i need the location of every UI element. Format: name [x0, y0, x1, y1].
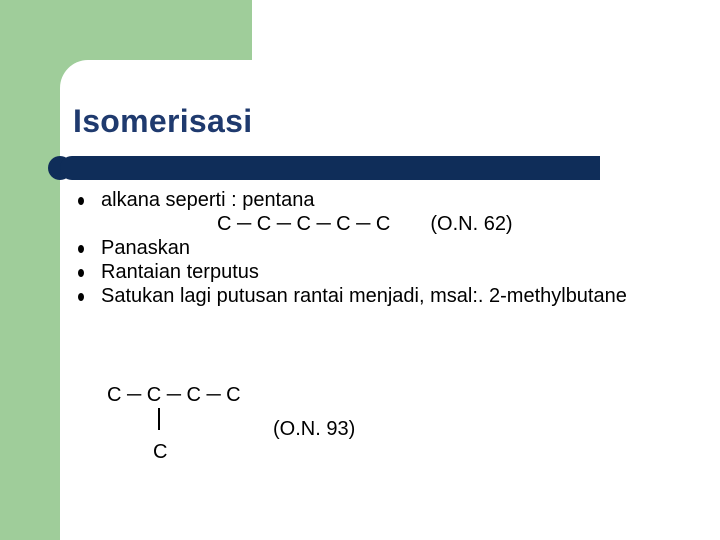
- bullet-text: Satukan lagi putusan rantai menjadi, msal:. 2-methylbutane: [101, 285, 627, 307]
- octane-number-note: (O.N. 93): [273, 418, 356, 440]
- bullet-item-pentana: [74, 188, 634, 236]
- bullet-text: Panaskan: [101, 237, 190, 259]
- bullet-dot-icon: [78, 245, 84, 253]
- bullet-item-rantaian: [74, 260, 634, 284]
- branch-carbon: C: [153, 441, 168, 463]
- slide-title: Isomerisasi: [73, 103, 253, 139]
- bullet-dot-icon: [78, 293, 84, 301]
- pentane-formula: [101, 212, 634, 236]
- green-band-left: [0, 0, 60, 540]
- formula-chain: C ─ C ─ C ─ C ─ C: [217, 213, 391, 235]
- bullet-item-panaskan: [74, 236, 634, 260]
- bullet-dot-icon: [78, 197, 84, 205]
- bullet-item-satukan: [74, 284, 634, 308]
- title-rule: [60, 156, 600, 180]
- main-chain: C ─ C ─ C ─ C: [107, 384, 241, 406]
- bullet-text: alkana seperti : pentana: [101, 189, 315, 211]
- methylbutane-structure: [107, 383, 356, 463]
- octane-number-note: (O.N. 62): [430, 213, 513, 235]
- bullet-text: Rantaian terputus: [101, 261, 259, 283]
- bullet-dot-icon: [78, 269, 84, 277]
- bullet-list: [74, 188, 634, 308]
- branch-bond: [158, 408, 160, 430]
